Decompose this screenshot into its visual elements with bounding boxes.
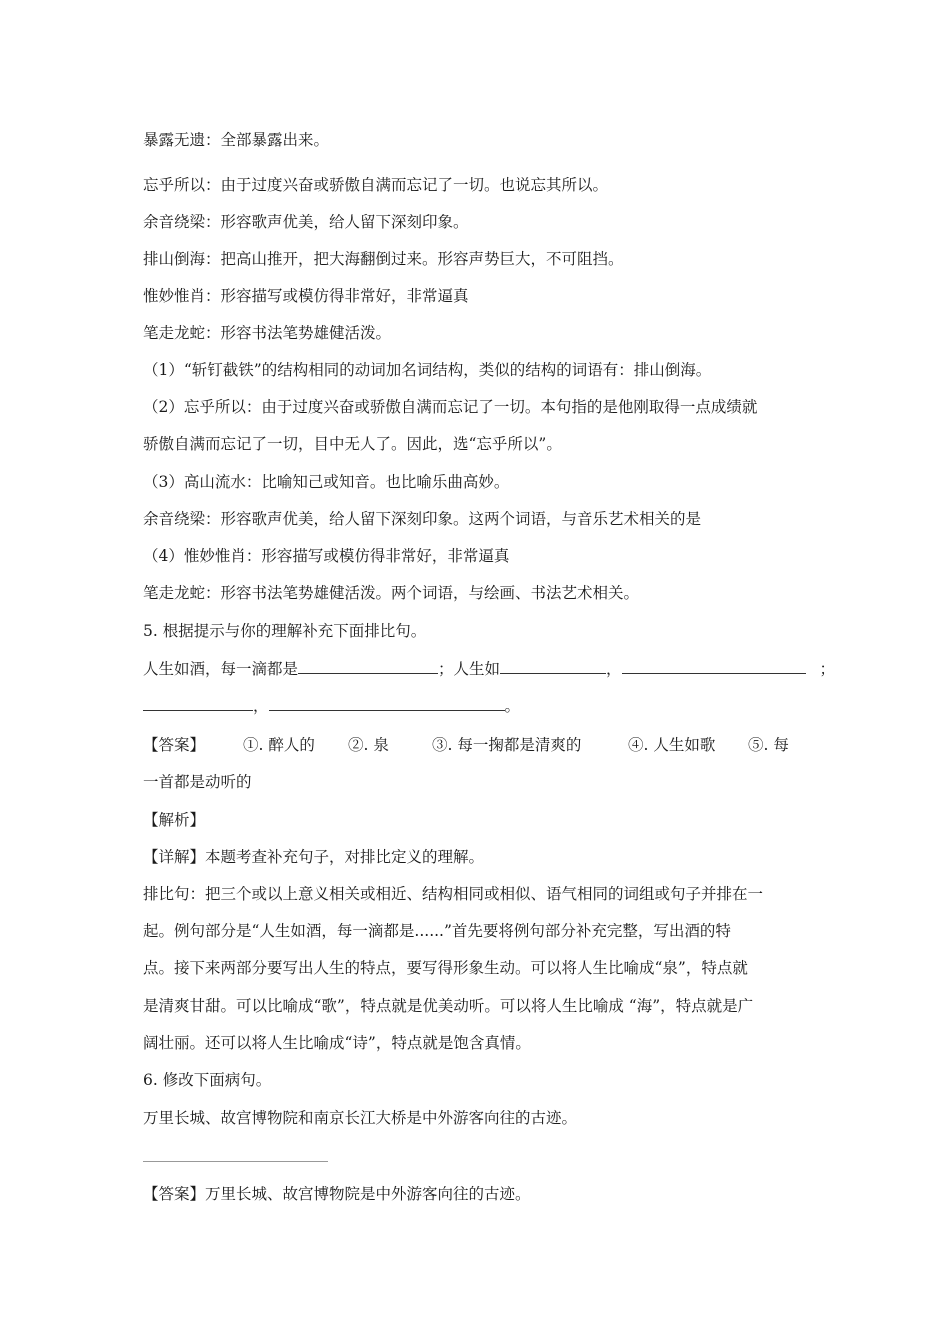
answer-label: 【答案】 [143,736,206,754]
q5-text-part2: ；人生如 [438,660,501,678]
text-line: （3）高山流水：比喻知己或知音。也比喻乐曲高妙。 [143,473,510,491]
question-5-title: 5. 根据提示与你的理解补充下面排比句。 [143,622,427,640]
answer-item-2: ②. 泉 [348,736,389,754]
analysis-detail: 【详解】本题考查补充句子，对排比定义的理解。 [143,848,485,866]
analysis-line: 是清爽甘甜。可以比喻成“歌”，特点就是优美动听。可以将人生比喻成 “海”，特点就是广 [143,997,754,1015]
answer-blank-3[interactable] [622,659,806,674]
q5-semicolon: ； [819,660,836,678]
text-line: 忘乎所以：由于过度兴奋或骄傲自满而忘记了一切。也说忘其所以。 [143,176,609,194]
answer-item-5: ⑤. 每 [748,736,789,754]
analysis-line: 点。接下来两部分要写出人生的特点，要写得形象生动。可以将人生比喻成“泉”，特点就 [143,959,748,977]
analysis-line: 起。例句部分是“人生如酒，每一滴都是......”首先要将例句部分补充完整，写出酒的特 [143,922,731,940]
text-line: 骄傲自满而忘记了一切，目中无人了。因此，选“忘乎所以”。 [143,435,562,453]
text-line: 排山倒海：把高山推开，把大海翻倒过来。形容声势巨大，不可阻挡。 [143,250,624,268]
text-line: 惟妙惟肖：形容描写或模仿得非常好，非常逼真 [143,287,469,305]
question-5-sentence-cont [143,696,520,716]
question-5-answer [143,735,789,755]
q5-comma: ， [606,660,622,678]
answer-blank-1[interactable] [298,659,438,674]
answer-item-1: ①. 醉人的 [243,736,315,754]
answer-blank-5[interactable] [269,696,505,711]
answer-item-3: ③. 每一掬都是清爽的 [432,736,582,754]
analysis-label: 【解析】 [143,811,206,829]
text-line: 余音绕梁：形容歌声优美，给人留下深刻印象。 [143,213,469,231]
q5-text-part1: 人生如酒，每一滴都是 [143,660,299,678]
question-5-sentence [143,659,835,679]
text-line: （1）“斩钉截铁”的结构相同的动词加名词结构，类似的结构的词语有：排山倒海。 [143,361,712,379]
question-6-sentence: 万里长城、故宫博物院和南京长江大桥是中外游客向往的古迹。 [143,1109,578,1127]
question-6-answer: 【答案】万里长城、故宫博物院是中外游客向往的古迹。 [143,1185,531,1203]
answer-blank-4[interactable] [143,696,253,711]
text-line: 余音绕梁：形容歌声优美，给人留下深刻印象。这两个词语，与音乐艺术相关的是 [143,510,702,528]
text-line: 笔走龙蛇：形容书法笔势雄健活泼。两个词语，与绘画、书法艺术相关。 [143,584,640,602]
text-line: 笔走龙蛇：形容书法笔势雄健活泼。 [143,324,392,342]
answer-item-4: ④. 人生如歌 [628,736,716,754]
q5-comma-2: ， [253,697,269,715]
q5-period: 。 [504,697,521,715]
text-line: （2）忘乎所以：由于过度兴奋或骄傲自满而忘记了一切。本句指的是他刚取得一点成绩就 [143,398,758,416]
text-line: 暴露无遗：全部暴露出来。 [143,131,330,149]
text-line: （4）惟妙惟肖：形容描写或模仿得非常好，非常逼真 [143,547,510,565]
question-6-title: 6. 修改下面病句。 [143,1071,272,1089]
answer-blank-2[interactable] [500,659,606,674]
answer-continuation: 一首都是动听的 [143,773,252,791]
analysis-line: 排比句：把三个或以上意义相关或相近、结构相同或相似、语气相同的词组或句子并排在一 [143,885,764,903]
answer-divider-line [143,1161,328,1162]
analysis-line: 阔壮丽。还可以将人生比喻成“诗”，特点就是饱含真情。 [143,1034,531,1052]
